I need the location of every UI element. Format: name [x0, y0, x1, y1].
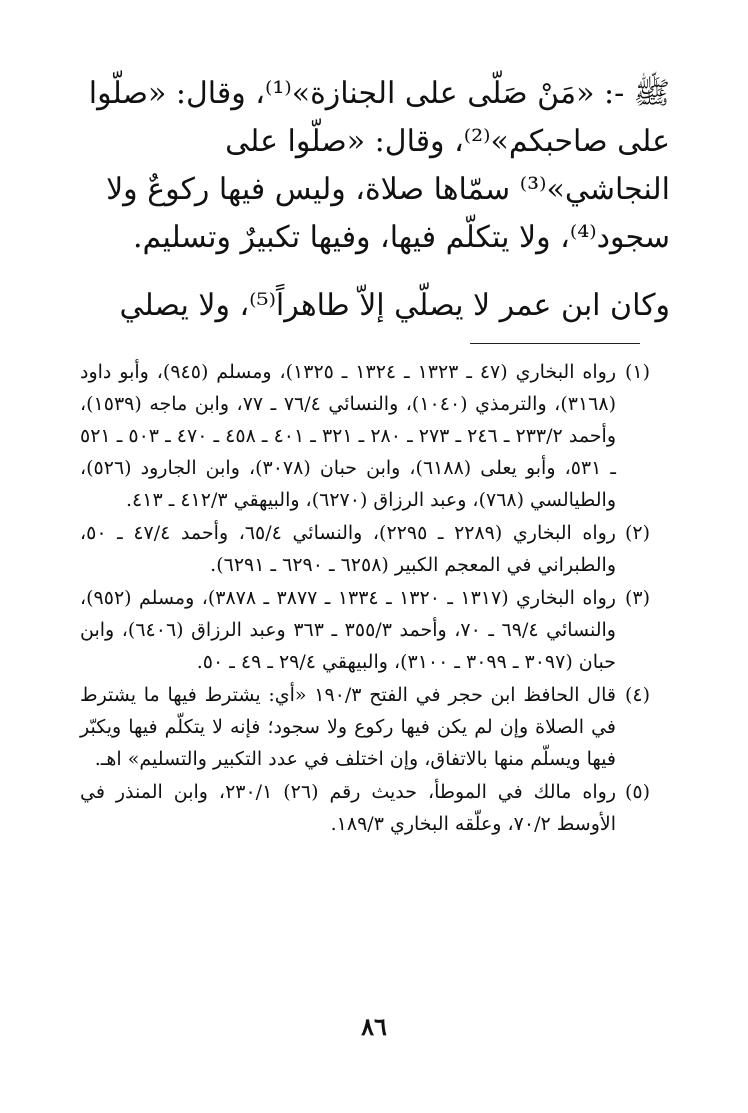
footnote-4	[80, 679, 650, 775]
footnote-1	[80, 356, 650, 516]
footnote-text: رواه البخاري (٢٢٨٩ ـ ٢٢٩٥)، والنسائي ٦٥/٤، وأحمد ٤٧/٤ ـ ٥٠، والطبراني في المعجم الكبير (٦٢٥٨ ـ ٦٢٩٠ ـ ٦٢٩١).	[80, 522, 616, 576]
footnote-text: قال الحافظ ابن حجر في الفتح ١٩٠/٣ «أي: يشترط فيها ما يشترط في الصلاة وإن لم يكن فيها ركوع ولا سجود؛ فإنه لا يتكلّم فيها ويكبّر فيها ويسلّم منها بالاتفاق، وإن اختلف في عدد التكبير والتسليم» اهـ.	[80, 684, 616, 770]
footnote-number: (١)	[624, 361, 650, 383]
page-number: ٨٦	[361, 1012, 387, 1041]
footnote-3	[80, 582, 650, 678]
footnote-number: (٣)	[624, 587, 650, 609]
footnote-text: رواه البخاري (٤٧ ـ ١٣٢٣ ـ ١٣٢٤ ـ ١٣٢٥)، ومسلم (٩٤٥)، وأبو داود (٣١٦٨)، والترمذي (١٠٤٠)، والنسائي ٧٦/٤ ـ ٧٧، وابن ماجه (١٥٣٩)، وأحمد ٢٣٣/٢ ـ ٢٤٦ ـ ٢٧٣ ـ ٢٨٠ ـ ٣٢١ ـ ٤٠١ ـ ٤٥٨ ـ ٤٧٠ ـ ٥٠٣ ـ ٥٢١ ـ ٥٣١، وأبو يعلى (٦١٨٨)، وابن حبان (٣٠٧٨)، وابن الجارود (٥٢٦)، والطيالسي (٧٦٨)، وعبد الرزاق (٦٢٧٠)، والبيهقي ٤١٢/٣ ـ ٤١٣.	[80, 361, 617, 511]
footnote-number: (٢)	[624, 522, 650, 544]
main-text	[70, 70, 670, 330]
main-paragraph-1: ﷺ -: «مَنْ صَلّى على الجنازة»⁽¹⁾، وقال: «صلّوا على صاحبكم»⁽²⁾، وقال: «صلّوا على النجاشي»⁽³⁾ سمّاها صلاة، وليس فيها ركوعٌ ولا سجود⁽⁴⁾، ولا يتكلّم فيها، وفيها تكبيرٌ وتسليم.	[88, 76, 670, 255]
footnote-number: (٥)	[624, 781, 650, 803]
footnote-number: (٤)	[624, 684, 650, 706]
footnote-2	[80, 517, 650, 581]
main-paragraph-2: وكان ابن عمر لا يصلّي إلاّ طاهراً⁽⁵⁾، ولا يصلي	[119, 288, 670, 323]
footnote-5	[80, 776, 650, 840]
footnote-separator	[470, 343, 640, 344]
footnote-text: رواه مالك في الموطأ، حديث رقم (٢٦) ٢٣٠/١، وابن المنذر في الأوسط ٧٠/٢، وعلّقه البخاري ١٨٩/٣.	[80, 781, 616, 835]
footnote-text: رواه البخاري (١٣١٧ ـ ١٣٢٠ ـ ١٣٣٤ ـ ٣٨٧٧ ـ ٣٨٧٨)، ومسلم (٩٥٢)، والنسائي ٦٩/٤ ـ ٧٠، وأحمد ٣٥٥/٣ ـ ٣٦٣ وعبد الرزاق (٦٤٠٦)، وابن حبان (٣٠٩٧ ـ ٣٠٩٩ ـ ٣١٠٠)، والبيهقي ٢٩/٤ ـ ٤٩ ـ ٥٠.	[80, 587, 616, 673]
footnotes	[80, 356, 650, 841]
